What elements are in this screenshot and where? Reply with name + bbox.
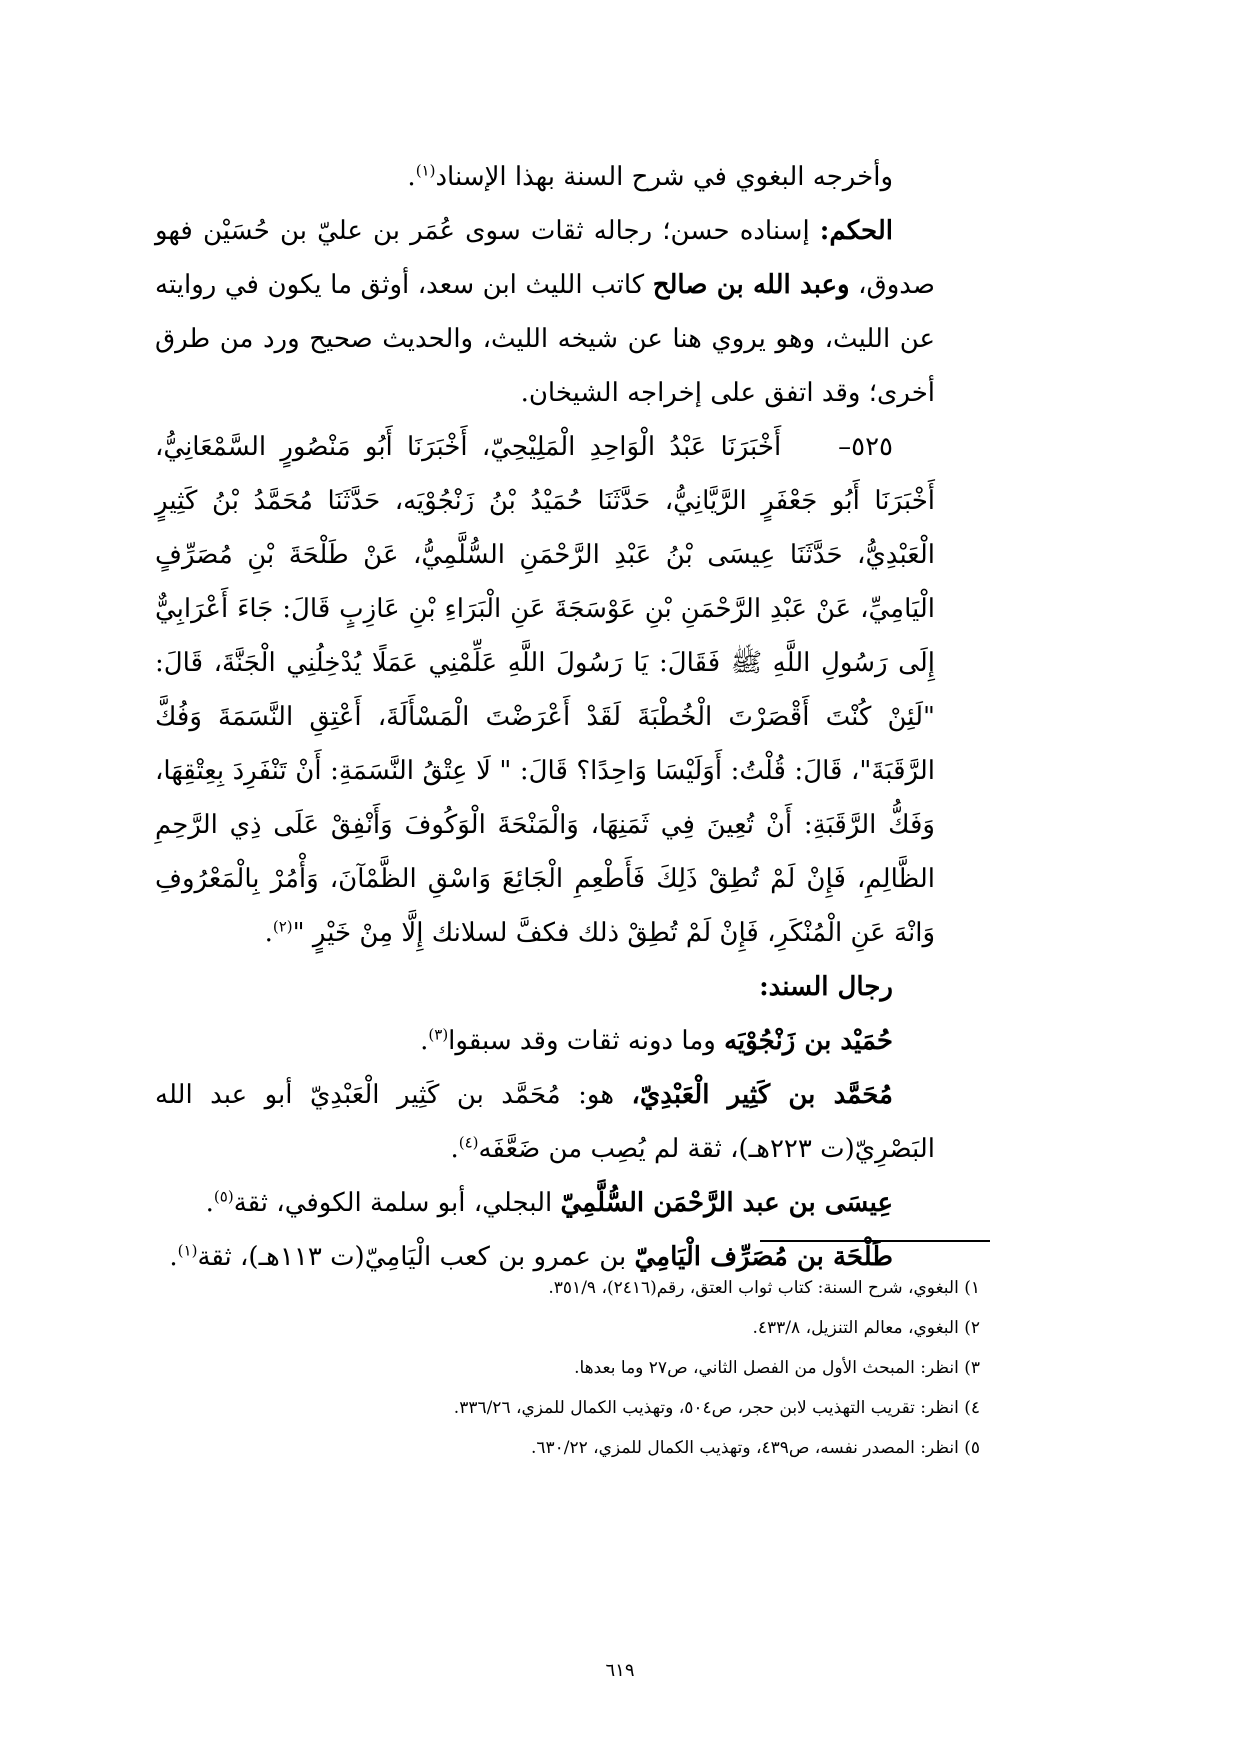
footnote-item: ١) البغوي، شرح السنة: كتاب ثواب العتق، رقم(٢٤١٦)، ٣٥١/٩. — [548, 1278, 980, 1298]
footnote-ref[interactable]: (٥) — [213, 1187, 234, 1206]
hadith-number: ٥٢٥– — [838, 432, 894, 462]
punctuation: . — [420, 1026, 429, 1056]
footnote-ref[interactable]: (٣) — [428, 1025, 449, 1044]
narrator-name: مُحَمَّد بن كَثِير الْعَبْدِيّ، — [631, 1080, 893, 1110]
footnote-separator — [760, 1240, 990, 1242]
rijal-heading: رجال السند: — [759, 972, 893, 1002]
footnote-ref[interactable]: (١) — [177, 1241, 198, 1260]
footnote-item: ٣) انظر: المبحث الأول من الفصل الثاني، ص٢٧ وما بعدها. — [574, 1358, 980, 1378]
footnote-ref[interactable]: (٤) — [458, 1133, 479, 1152]
punctuation: . — [264, 918, 273, 948]
hadith-text — [155, 420, 935, 960]
footnote-item: ٤) انظر: تقريب التهذيب لابن حجر، ص٥٠٤، وتهذيب الكمال للمزي، ٣٣٦/٢٦. — [453, 1398, 980, 1418]
narrator-text: هو: مُحَمَّد بن كَثِير الْعَبْدِيّ أبو عبد الله البَصْرِيّ(ت ٢٢٣هـ)، ثقة لم يُصِب من ضَعَّفَه — [155, 1080, 935, 1164]
punctuation: . — [407, 162, 416, 192]
narrator-name: عِيسَى بن عبد الرَّحْمَن السُّلَّمِيّ — [560, 1188, 893, 1218]
paragraph-takhrij — [155, 150, 935, 204]
narrator-name: طَلْحَة بن مُصَرِّف الْيَامِيّ — [634, 1242, 893, 1272]
narrator-text: وما دونه ثقات وقد سبقوا — [448, 1026, 725, 1056]
narrator-text: بن عمرو بن كعب الْيَامِيّ(ت ١١٣هـ)، ثقة — [197, 1242, 635, 1272]
footnote-item: ٢) البغوي، معالم التنزيل، ٤٣٣/٨. — [752, 1318, 980, 1338]
narrator-name: حُمَيْد بن زَنْجُوْيَه — [724, 1026, 893, 1056]
narrator-entry — [155, 1014, 935, 1068]
page-number: ٦١٩ — [605, 1660, 635, 1681]
narrator-entry — [155, 1176, 935, 1230]
narrator-text: البجلي، أبو سلمة الكوفي، ثقة — [233, 1188, 561, 1218]
punctuation: . — [169, 1242, 178, 1272]
main-text — [155, 150, 935, 1284]
paragraph-hukm — [155, 204, 935, 420]
hukm-label: الحكم: — [819, 216, 893, 246]
footnote-ref[interactable]: (١) — [415, 161, 436, 180]
paragraph-text: إسناده حسن؛ رجاله ثقات سوى عُمَر بن عليّ بن حُسَيْن فهو صدوق، — [155, 216, 935, 300]
footnotes — [220, 1268, 980, 1468]
paragraph-text: وأخرجه البغوي في شرح السنة بهذا الإسناد — [435, 162, 893, 192]
punctuation: . — [205, 1188, 214, 1218]
hadith-body: أَخْبَرَنَا عَبْدُ الْوَاحِدِ الْمَلِيْحِيّ، أَخْبَرَنَا أَبُو مَنْصُورٍ السَّمْعَانِيُّ، أَخْبَرَنَا أَبُو جَعْفَرٍ الرَّيَّانِيُّ، حَدَّثَنَا حُمَيْدُ بْنُ زَنْجُوْيَه، حَدَّثَنَا مُحَمَّدُ بْنُ كَثِيرٍ الْعَبْدِيُّ، حَدَّثَنَا عِيسَى بْنُ عَبْدِ الرَّحْمَنِ السُّلَّمِيُّ، عَنْ طَلْحَةَ بْنِ مُصَرِّفٍ الْيَامِيِّ، عَنْ عَبْدِ الرَّحْمَنِ بْنِ عَوْسَجَةَ عَنِ الْبَرَاءِ بْنِ عَازِبٍ قَالَ: جَاءَ أَعْرَابِيٌّ إِلَى رَسُولِ اللَّهِ ﷺ فَقَالَ: يَا رَسُولَ اللَّهِ عَلِّمْنِي عَمَلًا يُدْخِلُنِي الْجَنَّةَ، قَالَ: "لَئِنْ كُنْتَ أَقْصَرْتَ الْخُطْبَةَ لَقَدْ أَعْرَضْتَ الْمَسْأَلَةَ، أَعْتِقِ النَّسَمَةَ وَفُكَّ الرَّقَبَةَ"، قَالَ: قُلْتُ: أَوَلَيْسَا وَاحِدًا؟ قَالَ: " لَا عِتْقُ النَّسَمَةِ: أَنْ تَنْفَرِدَ بِعِتْقِهَا، وَفَكُّ الرَّقَبَةِ: أَنْ تُعِينَ فِي ثَمَنِهَا، وَالْمَنْحَةَ الْوَكُوفَ وَأَنْفِقْ عَلَى ذِي الرَّحِمِ الظَّالِمِ، فَإِنْ لَمْ تُطِقْ ذَلِكَ فَأَطْعِمِ الْجَائِعَ وَاسْقِ الظَّمْآنَ، وَأْمُرْ بِالْمَعْرُوفِ وَانْهَ عَنِ الْمُنْكَرِ، فَإِنْ لَمْ تُطِقْ ذلك فكفَّ لسلانك إِلَّا مِنْ خَيْرٍ " — [155, 432, 935, 948]
footnote-item: ٥) انظر: المصدر نفسه، ص٤٣٩، وتهذيب الكمال للمزي، ٦٣٠/٢٢. — [530, 1438, 980, 1458]
narrator-entry — [155, 1068, 935, 1176]
narrator-name: وعبد الله بن صالح — [652, 270, 850, 300]
footnote-ref[interactable]: (٢) — [272, 917, 293, 936]
paragraph-text: كاتب الليث ابن سعد، أوثق ما يكون في روايته عن الليث، وهو يروي هنا عن شيخه الليث، والحديث صحيح ورد من طرق أخرى؛ وقد اتفق على إخراجه الشيخان. — [155, 270, 935, 408]
punctuation: . — [450, 1134, 459, 1164]
